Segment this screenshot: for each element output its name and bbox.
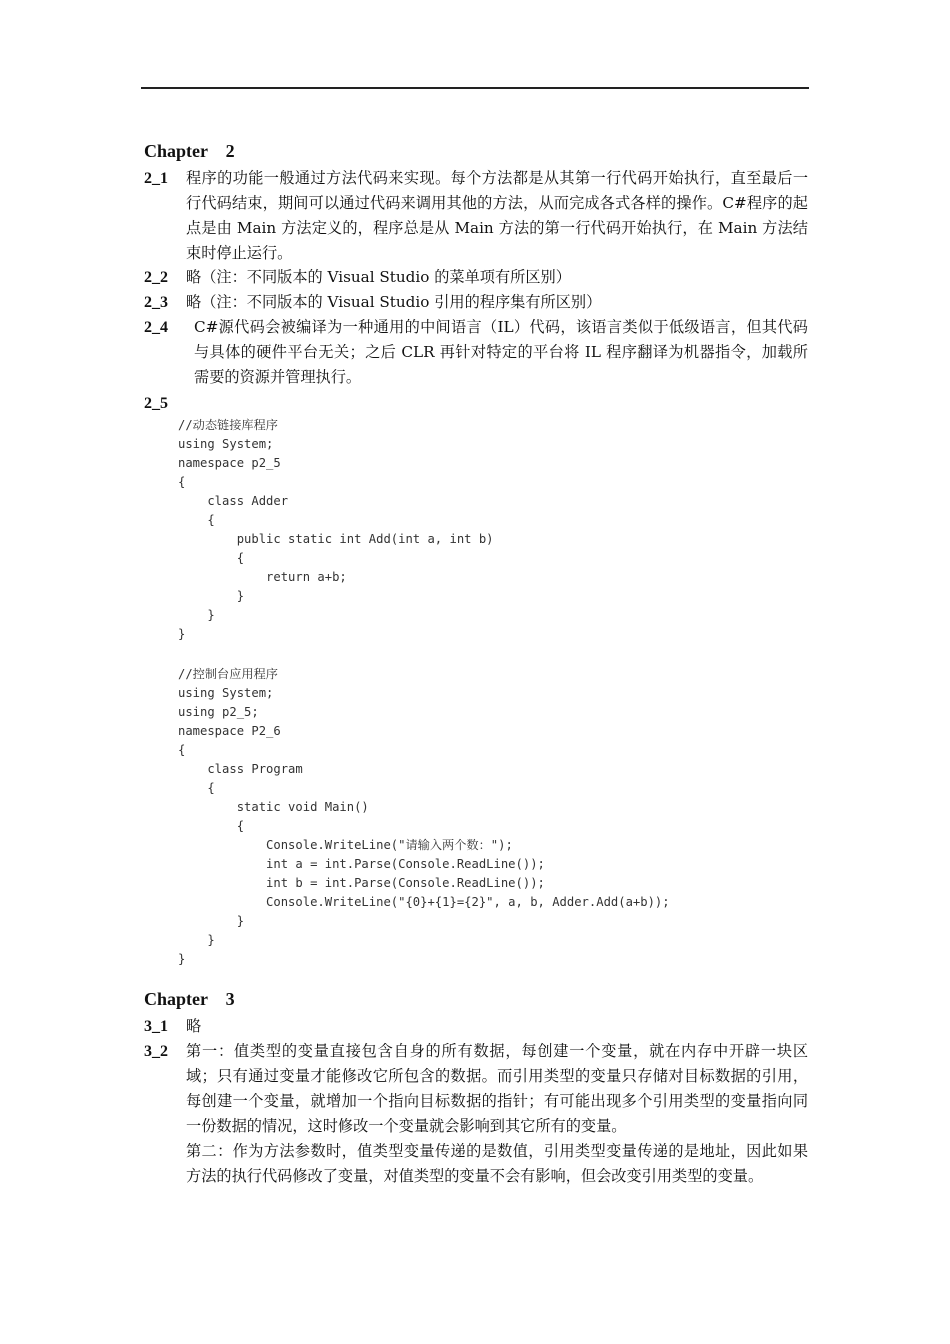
entry-number: 2_4 <box>144 319 168 336</box>
entry-number: 2_2 <box>144 269 168 286</box>
entry-number: 3_1 <box>144 1018 168 1035</box>
code-line: using System; <box>178 686 274 700</box>
entry-2-4 <box>144 315 808 390</box>
code-line: //控制台应用程序 <box>178 667 278 681</box>
header-rule <box>141 87 809 89</box>
entry-2-1 <box>144 166 808 266</box>
entry-3-2 <box>144 1039 808 1189</box>
code-line: { <box>178 743 186 757</box>
code-line: { <box>178 475 186 489</box>
code-line: public static int Add(int a, int b) <box>178 532 494 546</box>
code-line: namespace P2_6 <box>178 724 281 738</box>
code-line: Console.WriteLine("请输入两个数："); <box>178 838 513 852</box>
entry-number: 2_5 <box>144 395 168 412</box>
entry-text: 略 <box>186 1017 202 1035</box>
code-line: int a = int.Parse(Console.ReadLine()); <box>178 857 545 871</box>
chapter-2-heading: Chapter 2 <box>144 141 235 161</box>
code-line: } <box>178 933 215 947</box>
code-line: using System; <box>178 437 274 451</box>
entry-number: 2_1 <box>144 170 168 187</box>
code-line: } <box>178 627 186 641</box>
code-line: static void Main() <box>178 800 369 814</box>
entry-text: 第一：值类型的变量直接包含自身的所有数据，每创建一个变量，就在内存中开辟一块区域；只有通过变量才能修改它所包含的数据。而引用类型的变量只存储对目标数据的引用，每创建一个变量，就增加一个指向目标数据的指针；有可能出现多个引用类型的变量指向同一份数据的情况，这时修改一个变量就会影响到其它所有的变量。 <box>186 1042 808 1135</box>
code-line: using p2_5; <box>178 705 259 719</box>
code-line: } <box>178 952 186 966</box>
entry-3-1 <box>144 1014 808 1039</box>
entry-2-3 <box>144 290 808 315</box>
code-line: { <box>178 819 245 833</box>
chapter-3-heading: Chapter 3 <box>144 989 235 1009</box>
code-line: int b = int.Parse(Console.ReadLine()); <box>178 876 545 890</box>
code-line: { <box>178 513 215 527</box>
code-line: //动态链接库程序 <box>178 418 278 432</box>
code-line: return a+b; <box>178 570 347 584</box>
code-line: } <box>178 914 245 928</box>
code-line: class Program <box>178 762 303 776</box>
entry-2-2 <box>144 265 808 290</box>
code-line: } <box>178 608 215 622</box>
code-line: namespace p2_5 <box>178 456 281 470</box>
entry-text-second: 第二：作为方法参数时，值类型变量传递的是数值，引用类型变量传递的是地址，因此如果方法的执行代码修改了变量，对值类型的变量不会有影响，但会改变引用类型的变量。 <box>186 1142 808 1185</box>
entry-number: 2_3 <box>144 294 168 311</box>
entry-text: C#源代码会被编译为一种通用的中间语言（IL）代码，该语言类似于低级语言，但其代码与具体的硬件平台无关；之后 CLR 再针对特定的平台将 IL 程序翻译为机器指令，加载所需要的资源并管理执行。 <box>194 318 808 386</box>
code-line: class Adder <box>178 494 289 508</box>
entry-text: 略（注：不同版本的 Visual Studio 引用的程序集有所区别） <box>186 293 602 311</box>
code-line: } <box>178 589 245 603</box>
entry-text: 略（注：不同版本的 Visual Studio 的菜单项有所区别） <box>186 268 571 286</box>
entry-text: 程序的功能一般通过方法代码来实现。每个方法都是从其第一行代码开始执行，直至最后一行代码结束，期间可以通过代码来调用其他的方法，从而完成各式各样的操作。C#程序的起点是由 Main 方法定义的，程序总是从 Main 方法的第一行代码开始执行，在 Main 方法结束时停止运行。 <box>186 169 808 262</box>
code-line: { <box>178 551 245 565</box>
entry-number: 3_2 <box>144 1043 168 1060</box>
code-line: { <box>178 781 215 795</box>
code-line: Console.WriteLine("{0}+{1}={2}", a, b, Adder.Add(a+b)); <box>178 895 670 909</box>
